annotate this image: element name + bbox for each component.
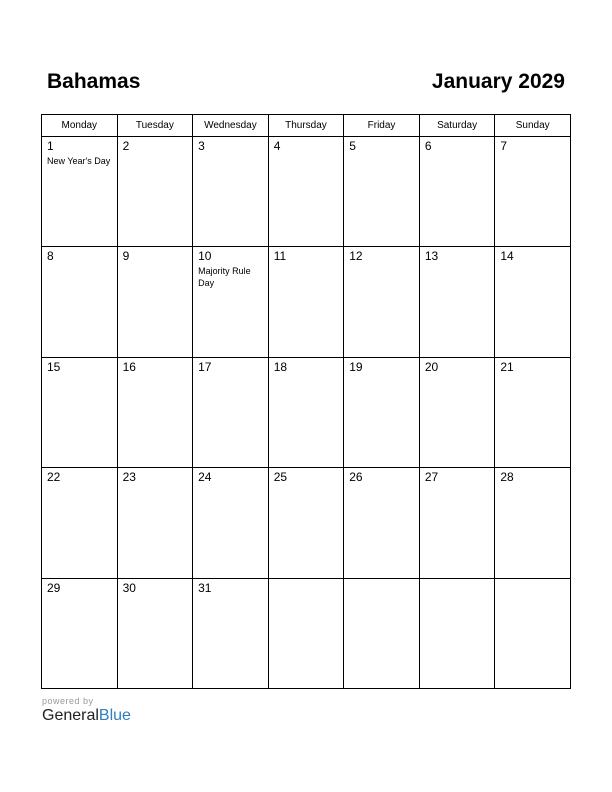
holiday-label: [420, 374, 495, 376]
brand-blue-text: Blue: [98, 707, 131, 724]
day-cell: [419, 247, 495, 357]
holiday-label: [42, 595, 117, 597]
holiday-label: [495, 153, 570, 155]
holiday-label: [42, 374, 117, 376]
day-cell: [42, 137, 118, 247]
weekday-header-tuesday: Tuesday: [117, 115, 193, 137]
day-cell: [193, 578, 269, 688]
day-number: 26: [349, 470, 363, 485]
day-cell: [344, 247, 420, 357]
day-cell: [117, 468, 193, 578]
day-number: 15: [47, 359, 61, 374]
day-number: 8: [47, 249, 54, 264]
day-cell: [117, 578, 193, 688]
holiday-label: [118, 595, 193, 597]
holiday-label: [344, 263, 419, 265]
month-year-title: January 2029: [431, 70, 565, 93]
day-number: 22: [47, 470, 61, 485]
week-row: [42, 578, 571, 688]
day-cell: [268, 468, 344, 578]
day-number: 18: [273, 359, 288, 374]
day-cell: [117, 357, 193, 467]
day-number: 28: [500, 470, 514, 485]
day-cell: [344, 468, 420, 578]
day-number: 27: [424, 470, 439, 485]
day-number: 19: [349, 359, 363, 374]
holiday-label: Majority Rule Day: [198, 266, 251, 289]
day-cell: [495, 357, 571, 467]
day-number: 16: [122, 359, 136, 374]
holiday-label: [118, 263, 193, 265]
day-cell: [42, 357, 118, 467]
day-number: 9: [122, 249, 130, 264]
day-number: 29: [47, 580, 61, 595]
day-cell: [268, 137, 344, 247]
holiday-label: [193, 374, 268, 376]
footer-branding: [42, 696, 131, 725]
holiday-label: [420, 484, 495, 486]
day-cell: [495, 137, 571, 247]
day-number: 5: [349, 139, 356, 153]
holiday-label: [269, 374, 344, 376]
day-cell: [42, 247, 118, 357]
holiday-label: [495, 484, 570, 486]
day-cell: [268, 247, 344, 357]
day-number: 6: [424, 139, 432, 153]
day-cell: [495, 468, 571, 578]
holiday-label: New Year's Day: [47, 156, 111, 166]
day-cell: [344, 578, 420, 688]
calendar-body: [42, 137, 571, 689]
day-cell: [344, 137, 420, 247]
holiday-label: [344, 374, 419, 376]
day-cell: [344, 357, 420, 467]
holiday-label: [344, 153, 419, 155]
day-number: 1: [47, 139, 54, 153]
day-number: 12: [349, 249, 363, 264]
holiday-label: [118, 153, 193, 155]
holiday-label: [193, 595, 268, 597]
day-number: 21: [500, 359, 514, 374]
country-title: Bahamas: [47, 70, 141, 93]
day-number: 2: [122, 139, 130, 153]
day-cell: [42, 578, 118, 688]
holiday-label: [269, 582, 344, 584]
day-cell: [268, 578, 344, 688]
holiday-label: [42, 484, 117, 486]
day-number: 4: [273, 139, 281, 153]
weekday-header-thursday: Thursday: [268, 115, 344, 137]
day-number: 23: [122, 470, 136, 485]
week-row: [42, 247, 571, 357]
weekday-header-sunday: Sunday: [495, 115, 571, 137]
weekday-header-friday: Friday: [344, 115, 420, 137]
holiday-label: [420, 153, 495, 155]
weekday-header-monday: Monday: [42, 115, 118, 137]
holiday-label: [344, 484, 419, 486]
day-number: 7: [500, 139, 508, 153]
weekday-header-row: [42, 115, 571, 137]
week-row: [42, 357, 571, 467]
weekday-header-wednesday: Wednesday: [193, 115, 269, 137]
day-cell: [117, 137, 193, 247]
holiday-label: [420, 263, 495, 265]
day-number: 20: [424, 359, 439, 374]
day-number: 30: [122, 580, 136, 595]
day-cell: [42, 468, 118, 578]
day-cell: [495, 578, 571, 688]
holiday-label: [42, 263, 117, 265]
holiday-label: [495, 374, 570, 376]
day-cell: [117, 247, 193, 357]
holiday-label: [269, 484, 344, 486]
holiday-label: [495, 582, 570, 584]
day-cell: [419, 357, 495, 467]
day-cell: [495, 247, 571, 357]
brand-general-text: General: [42, 707, 99, 724]
holiday-label: [495, 263, 570, 265]
day-number: 13: [424, 249, 439, 264]
holiday-label: [269, 263, 344, 265]
holiday-label: [344, 582, 419, 584]
day-cell: [419, 578, 495, 688]
day-cell: [193, 137, 269, 247]
day-number: 17: [198, 359, 212, 374]
holiday-label: [420, 582, 495, 584]
weekday-header-saturday: Saturday: [419, 115, 495, 137]
day-cell: [419, 137, 495, 247]
holiday-label: [193, 484, 268, 486]
powered-by-text: powered by: [42, 696, 94, 706]
week-row: [42, 137, 571, 247]
holiday-label: [118, 374, 193, 376]
day-number: 11: [273, 249, 287, 264]
day-number: 10: [198, 249, 212, 264]
day-number: 31: [198, 580, 212, 595]
holiday-label: [118, 484, 193, 486]
holiday-label: [193, 153, 268, 155]
day-number: 25: [273, 470, 288, 485]
day-cell: [193, 247, 269, 357]
day-cell: [193, 468, 269, 578]
calendar-grid: [41, 114, 571, 689]
week-row: [42, 468, 571, 578]
day-number: 3: [198, 139, 205, 153]
day-number: 24: [198, 470, 212, 485]
generalblue-logo: [42, 707, 131, 725]
day-cell: [419, 468, 495, 578]
day-cell: [268, 357, 344, 467]
day-cell: [193, 357, 269, 467]
day-number: 14: [500, 249, 514, 264]
holiday-label: [269, 153, 344, 155]
